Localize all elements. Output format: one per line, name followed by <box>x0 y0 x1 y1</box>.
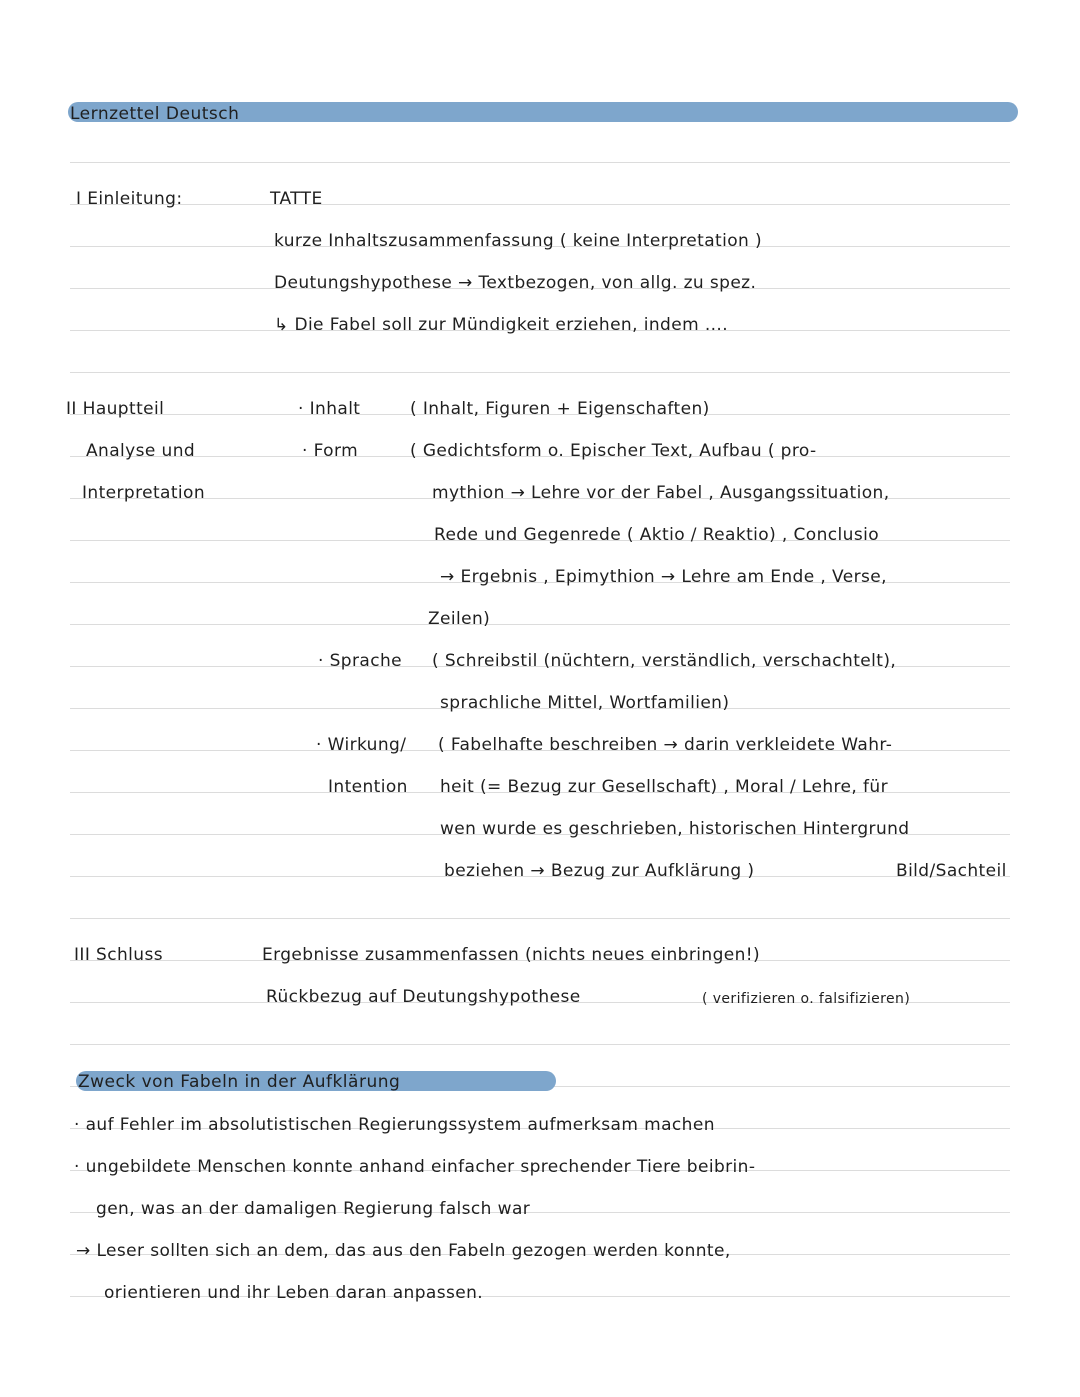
zweck-line: → Leser sollten sich an dem, das aus den Fabeln gezogen werden konnte, <box>76 1241 731 1261</box>
sprache-line: ( Schreibstil (nüchtern, verständlich, verschachtelt), <box>432 651 897 671</box>
zweck-line: · auf Fehler im absolutistischen Regierungssystem aufmerksam machen <box>74 1115 715 1135</box>
einleitung-line: TATTE <box>270 189 323 209</box>
wirkung-line: ( Fabelhafte beschreiben → darin verkleidete Wahr- <box>438 735 893 755</box>
schluss-line: Rückbezug auf Deutungshypothese <box>266 987 581 1007</box>
sprache-label: · Sprache <box>318 651 402 671</box>
wirkung-line: wen wurde es geschrieben, historischen Hintergrund <box>440 819 910 839</box>
form-line: ( Gedichtsform o. Epischer Text, Aufbau ( pro- <box>410 441 817 461</box>
wirkung-line: beziehen → Bezug zur Aufklärung ) <box>444 861 755 881</box>
hauptteil-heading: Interpretation <box>82 483 206 503</box>
zweck-line: orientieren und ihr Leben daran anpassen. <box>104 1283 484 1303</box>
einleitung-line: kurze Inhaltszusammenfassung ( keine Interpretation ) <box>274 231 763 251</box>
zweck-line: · ungebildete Menschen konnte anhand einfacher sprechender Tiere beibrin- <box>74 1157 756 1177</box>
inhalt-text: ( Inhalt, Figuren + Eigenschaften) <box>410 399 710 419</box>
wirkung-line: heit (= Bezug zur Gesellschaft) , Moral / Lehre, für <box>440 777 888 797</box>
form-line: mythion → Lehre vor der Fabel , Ausgangssituation, <box>432 483 890 503</box>
einleitung-line: ↳ Die Fabel soll zur Mündigkeit erziehen, indem .... <box>274 315 729 335</box>
schluss-note: ( verifizieren o. falsifizieren) <box>702 991 911 1007</box>
wirkung-label: · Wirkung/ <box>316 735 407 755</box>
schluss-heading: III Schluss <box>74 945 163 965</box>
zweck-heading: Zweck von Fabeln in der Aufklärung <box>78 1072 401 1092</box>
form-line: Rede und Gegenrede ( Aktio / Reaktio) , Conclusio <box>434 525 879 545</box>
einleitung-heading: I Einleitung: <box>76 189 183 209</box>
einleitung-line: Deutungshypothese → Textbezogen, von allg. zu spez. <box>274 273 757 293</box>
schluss-line: Ergebnisse zusammenfassen (nichts neues einbringen!) <box>262 945 761 965</box>
hauptteil-heading: II Hauptteil <box>66 399 165 419</box>
page-title: Lernzettel Deutsch <box>70 104 240 124</box>
inhalt-label: · Inhalt <box>298 399 361 419</box>
hauptteil-heading: Analyse und <box>86 441 196 461</box>
wirkung-extra: Bild/Sachteil <box>896 861 1007 881</box>
zweck-line: gen, was an der damaligen Regierung falsch war <box>96 1199 531 1219</box>
sprache-line: sprachliche Mittel, Wortfamilien) <box>440 693 730 713</box>
form-line: Zeilen) <box>428 609 491 629</box>
form-label: · Form <box>302 441 359 461</box>
form-line: → Ergebnis , Epimythion → Lehre am Ende , Verse, <box>440 567 887 587</box>
wirkung-label: Intention <box>328 777 408 797</box>
